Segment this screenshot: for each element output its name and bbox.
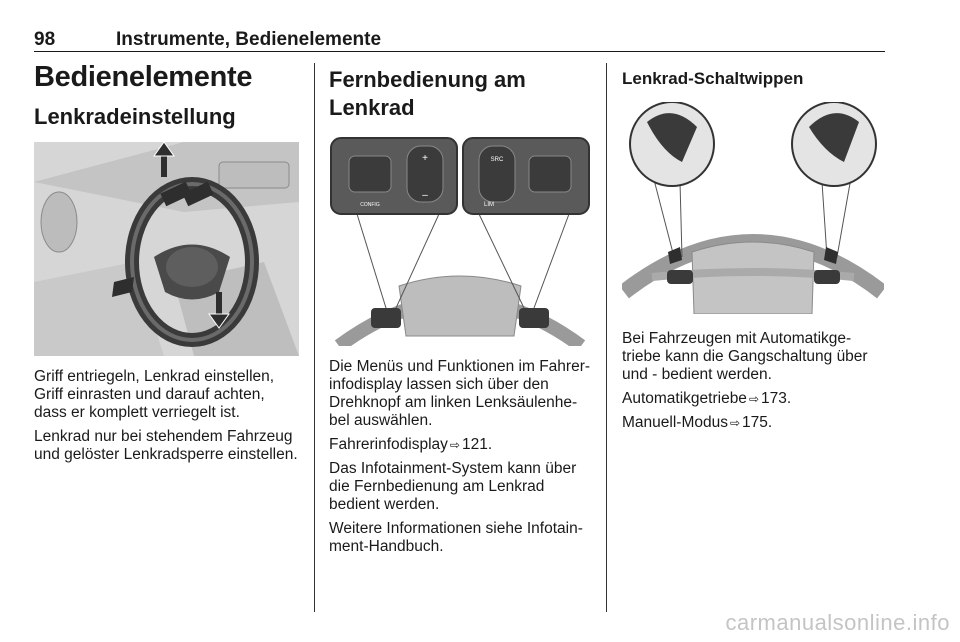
- paragraph: Lenkrad nur bei stehendem Fahrzeug und gelöster Lenkradsperre einstellen.: [34, 428, 298, 463]
- steering-wheel-controls-illustration: [329, 136, 591, 346]
- xref-page: 173.: [761, 390, 792, 407]
- paragraph: Weitere Informationen siehe Infotainment-Handbuch.: [329, 520, 583, 555]
- running-title: Instrumente, Bedienelemente: [116, 29, 382, 50]
- steering-adjustment-illustration: [34, 142, 299, 356]
- column-steering-adjustment: [34, 60, 299, 470]
- column-shift-paddles: [622, 60, 884, 438]
- xref-page: 121.: [461, 436, 493, 453]
- src-label: SRC: [490, 157, 504, 163]
- minus-label: –: [422, 190, 428, 201]
- page-number: 98: [34, 29, 56, 50]
- lim-label: LIM: [483, 202, 495, 208]
- reference-arrow-icon: ⇨: [729, 416, 741, 430]
- paragraph: Bei Fahrzeugen mit Automatikgetriebe kann die Gangschaltung über und - bedient werden.: [622, 330, 868, 383]
- config-label: CONFIG: [360, 202, 380, 208]
- steering-wheel-illustration: [34, 142, 299, 356]
- paragraph: Griff entriegeln, Lenkrad einstellen, Griff einrasten und darauf achten, dass er komplett verriegelt ist.: [34, 368, 275, 421]
- reference-arrow-icon: ⇨: [449, 438, 460, 452]
- xref-text: Fahrerinfodisplay: [329, 436, 448, 453]
- section-title: Bedienelemente: [34, 61, 253, 93]
- cross-reference[interactable]: [329, 436, 591, 454]
- cross-reference[interactable]: [622, 414, 884, 432]
- shift-paddles-illustration: [622, 102, 884, 314]
- reference-arrow-icon: ⇨: [748, 392, 759, 406]
- subsection-title: Lenkrad-Schaltwippen: [622, 69, 804, 88]
- paragraph: Die Menüs und Funktionen im Fahrerinfodisplay lassen sich über den Drehknopf am linken Lenksäulenhebel auswählen.: [329, 358, 591, 429]
- xref-text: Automatikgetriebe: [622, 390, 747, 407]
- subsection-title: Fernbedienung am Lenkrad: [329, 67, 526, 120]
- column-divider: [314, 63, 315, 612]
- xref-page: 175.: [742, 414, 773, 431]
- column-remote-control: [329, 60, 591, 562]
- column-divider: [606, 63, 607, 612]
- subsection-title: Lenkradeinstellung: [34, 104, 236, 129]
- xref-text: Manuell-Modus: [622, 414, 728, 431]
- cross-reference[interactable]: [622, 390, 884, 408]
- plus-label: +: [422, 153, 428, 164]
- page-header: [34, 27, 885, 52]
- paragraph: Das Infotainment-System kann über die Fernbedienung am Lenkrad bedient werden.: [329, 460, 577, 513]
- watermark: carmanualsonline.info: [725, 610, 950, 635]
